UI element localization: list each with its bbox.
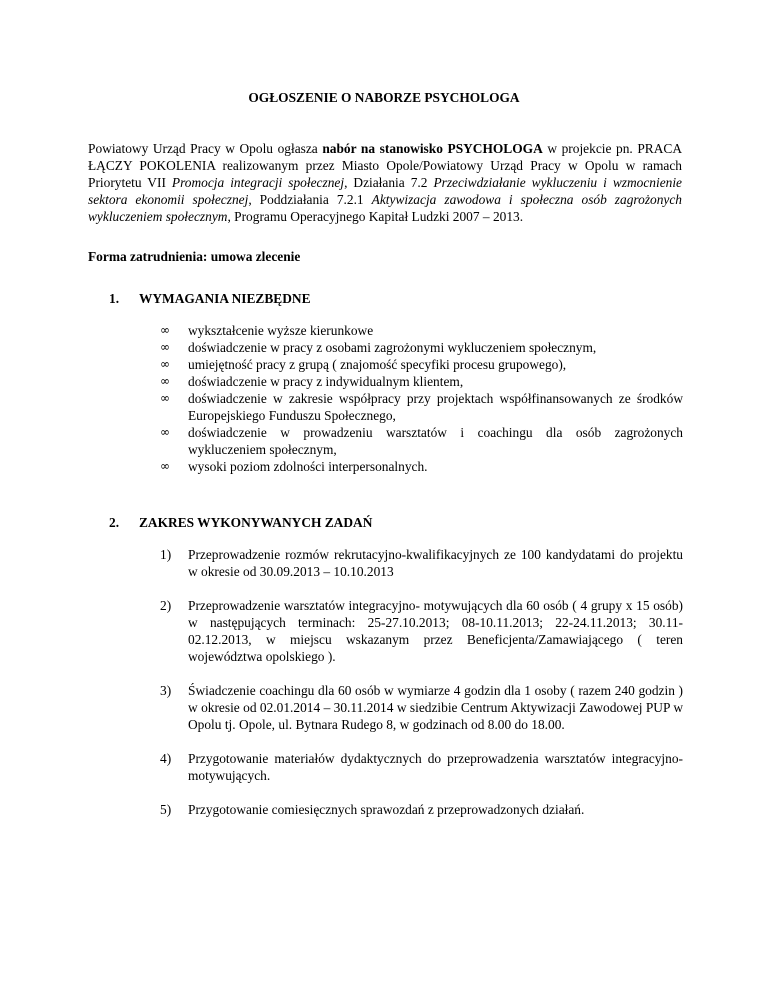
- task-number: 1): [160, 547, 172, 562]
- list-item: [160, 750, 683, 784]
- section-1-title: WYMAGANIA NIEZBĘDNE: [139, 291, 311, 306]
- list-item: [160, 458, 683, 475]
- requirement-text: wysoki poziom zdolności interpersonalnych.: [188, 459, 428, 474]
- intro-italic-priority: Promocja integracji społecznej: [171, 175, 345, 190]
- list-item: [160, 801, 683, 818]
- requirement-text: doświadczenie w prowadzeniu warsztatów i coachingu dla osób zagrożonych wykluczeniem społecznym,: [188, 425, 683, 457]
- infinity-bullet-icon: ∞: [160, 323, 170, 337]
- task-number: 4): [160, 751, 172, 766]
- list-item: [160, 322, 683, 339]
- intro-italic-measure: Przeciwdziałanie wykluczeniu i wzmocnienie sektora ekonomii społecznej: [88, 175, 682, 207]
- task-text: Świadczenie coachingu dla 60 osób w wymiarze 4 godzin dla 1 osoby ( razem 240 godzin ) w okresie od 02.01.2014 – 30.11.2014 w siedzibie Centrum Aktywizacji Zawodowej PUP w Opolu tj. Opole, ul. Bytnara Rudego 8, w godzinach od 8.00 do 18.00.: [188, 683, 683, 732]
- section-2-title: ZAKRES WYKONYWANYCH ZADAŃ: [139, 515, 373, 530]
- page-title: OGŁOSZENIE O NABORZE PSYCHOLOGA: [248, 90, 520, 105]
- infinity-bullet-icon: ∞: [160, 391, 170, 405]
- infinity-bullet-icon: ∞: [160, 340, 170, 354]
- task-number: 5): [160, 802, 172, 817]
- section-2-heading: [109, 514, 372, 531]
- intro-paragraph: [88, 140, 682, 225]
- task-text: Przeprowadzenie rozmów rekrutacyjno-kwalifikacyjnych ze 100 kandydatami do projektu w okresie od 30.09.2013 – 10.10.2013: [188, 547, 683, 579]
- intro-bold-position: nabór na stanowisko PSYCHOLOGA: [322, 141, 543, 156]
- list-item: [160, 356, 683, 373]
- tasks-list: [160, 546, 683, 835]
- infinity-bullet-icon: ∞: [160, 374, 170, 388]
- infinity-bullet-icon: ∞: [160, 459, 170, 473]
- intro-text-4: , Poddziałania 7.2.1: [248, 192, 372, 207]
- intro-text-3: , Działania 7.2: [344, 175, 434, 190]
- task-number: 3): [160, 683, 172, 698]
- task-text: Przygotowanie comiesięcznych sprawozdań z przeprowadzonych działań.: [188, 802, 585, 817]
- intro-italic-submeasure: Aktywizacja zawodowa i społeczna osób zagrożonych wykluczeniem społecznym: [88, 192, 682, 224]
- requirement-text: wykształcenie wyższe kierunkowe: [188, 323, 374, 338]
- requirements-list: [160, 322, 683, 475]
- requirement-text: doświadczenie w zakresie współpracy przy projektach współfinansowanych ze środków Europejskiego Funduszu Społecznego,: [188, 391, 683, 423]
- list-item: [160, 597, 683, 665]
- section-2-number: 2.: [109, 515, 120, 530]
- employment-form: Forma zatrudnienia: umowa zlecenie: [88, 249, 301, 264]
- list-item: [160, 339, 683, 356]
- section-1-number: 1.: [109, 291, 120, 306]
- task-number: 2): [160, 598, 172, 613]
- task-text: Przeprowadzenie warsztatów integracyjno- motywujących dla 60 osób ( 4 grupy x 15 osób) w następujących terminach: 25-27.10.2013; 08-10.11.2013; 22-24.11.2013; 30.11-02.12.2013, w miejscu wskazanym przez Beneficjenta/Zamawiającego ( teren województwa opolskiego ).: [188, 598, 683, 664]
- requirement-text: umiejętność pracy z grupą ( znajomość specyfiki procesu grupowego),: [188, 357, 567, 372]
- intro-text-1: Powiatowy Urząd Pracy w Opolu ogłasza: [88, 141, 323, 156]
- requirement-text: doświadczenie w pracy z osobami zagrożonymi wykluczeniem społecznym,: [188, 340, 597, 355]
- requirement-text: doświadczenie w pracy z indywidualnym klientem,: [188, 374, 464, 389]
- list-item: [160, 682, 683, 733]
- infinity-bullet-icon: ∞: [160, 357, 170, 371]
- list-item: [160, 424, 683, 458]
- intro-text-2: w projekcie pn. PRACA ŁĄCZY POKOLENIA realizowanym przez Miasto Opole/Powiatowy Urząd Pracy w Opolu w ramach Priorytetu VII: [88, 141, 683, 190]
- list-item: [160, 546, 683, 580]
- list-item: [160, 373, 683, 390]
- infinity-bullet-icon: ∞: [160, 425, 170, 439]
- section-1-heading: [109, 290, 311, 307]
- task-text: Przygotowanie materiałów dydaktycznych do przeprowadzenia warsztatów integracyjno-motywujących.: [188, 751, 683, 783]
- list-item: [160, 390, 683, 424]
- intro-text-5: , Programu Operacyjnego Kapitał Ludzki 2007 – 2013.: [227, 209, 524, 224]
